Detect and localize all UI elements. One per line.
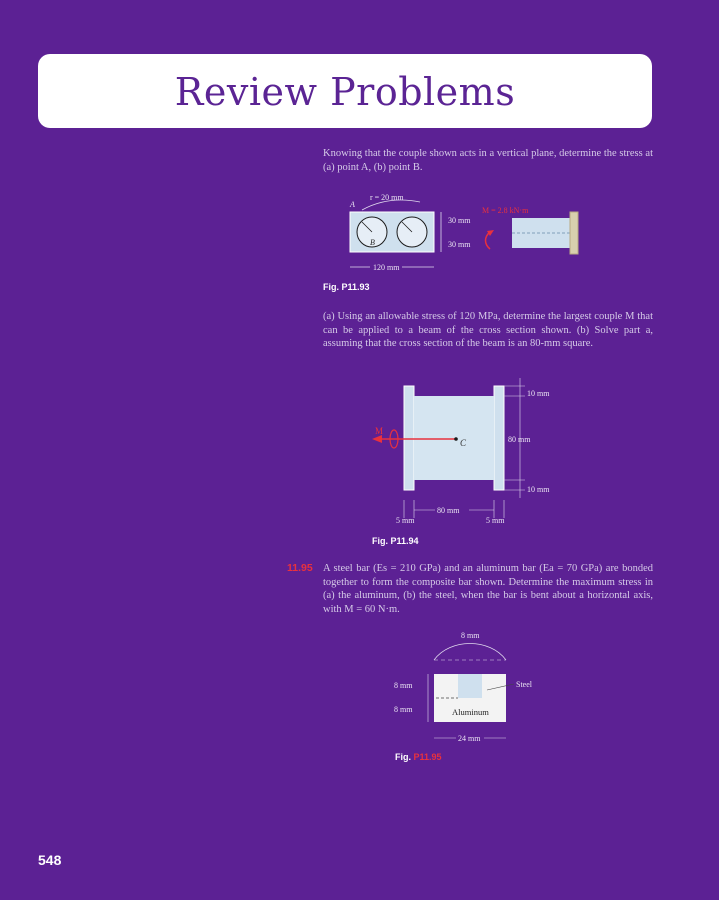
- dim-left-5: 5 mm: [396, 516, 415, 525]
- problem-number: 11.95: [287, 562, 313, 574]
- figure-caption-95-number: P11.95: [413, 752, 442, 762]
- beam-93: [512, 218, 570, 248]
- figure-p11-94: [360, 378, 570, 533]
- dim-top-8: 8 mm: [461, 631, 480, 640]
- dim-h1-8: 8 mm: [394, 681, 413, 690]
- dim-30-bottom: 30 mm: [448, 240, 471, 249]
- dim-30-top: 30 mm: [448, 216, 471, 225]
- centroid-label: C: [460, 438, 467, 448]
- dim-height-80: 80 mm: [508, 435, 531, 444]
- dim-bottom-10: 10 mm: [527, 485, 550, 494]
- web-94: [414, 396, 494, 480]
- figure-p11-95: [390, 626, 550, 751]
- figure-caption-93: Fig. P11.93: [323, 282, 370, 292]
- dim-width-80: 80 mm: [437, 506, 460, 515]
- flange-right: [494, 386, 504, 490]
- figure-caption-95-prefix: Fig.: [395, 752, 411, 762]
- wall-93: [570, 212, 578, 254]
- figure-p11-93: [340, 190, 600, 280]
- flange-left: [404, 386, 414, 490]
- header-banner: [38, 54, 652, 128]
- problem-94-text: (a) Using an allowable stress of 120 MPa, determine the largest couple M that can be applied to a beam of the cross section shown. (b) Solve part a, assuming that the cross section of the beam is an 80-mm square.: [323, 311, 653, 350]
- point-b-label: B: [370, 238, 375, 247]
- figure-caption-95: [395, 752, 442, 762]
- point-a-label: A: [350, 200, 355, 209]
- steel-bar: [458, 674, 482, 698]
- m-label: M: [375, 426, 384, 436]
- figure-caption-94: Fig. P11.94: [372, 536, 419, 546]
- dim-right-5: 5 mm: [486, 516, 505, 525]
- problem-93-text: Knowing that the couple shown acts in a vertical plane, determine the stress at (a) point A, (b) point B.: [323, 148, 653, 173]
- dim-h2-8: 8 mm: [394, 705, 413, 714]
- dim-top-10: 10 mm: [527, 389, 550, 398]
- radius-label: r = 20 mm: [370, 193, 404, 202]
- problem-95-text: A steel bar (Es = 210 GPa) and an aluminum bar (Ea = 70 GPa) are bonded together to form the composite bar shown. Determine the maximum stress in (a) the aluminum, (b) the steel, when the bar is bent about a horizontal axis, with M = 60 N·m.: [323, 563, 653, 615]
- moment-label: M = 2.8 kN·m: [482, 206, 529, 215]
- dim-120: 120 mm: [373, 263, 400, 272]
- steel-label: Steel: [516, 680, 532, 689]
- page-number: 548: [38, 852, 62, 868]
- aluminum-label: Aluminum: [452, 707, 489, 717]
- page-title: Review Problems: [174, 70, 516, 114]
- dim-width-24: 24 mm: [458, 734, 481, 743]
